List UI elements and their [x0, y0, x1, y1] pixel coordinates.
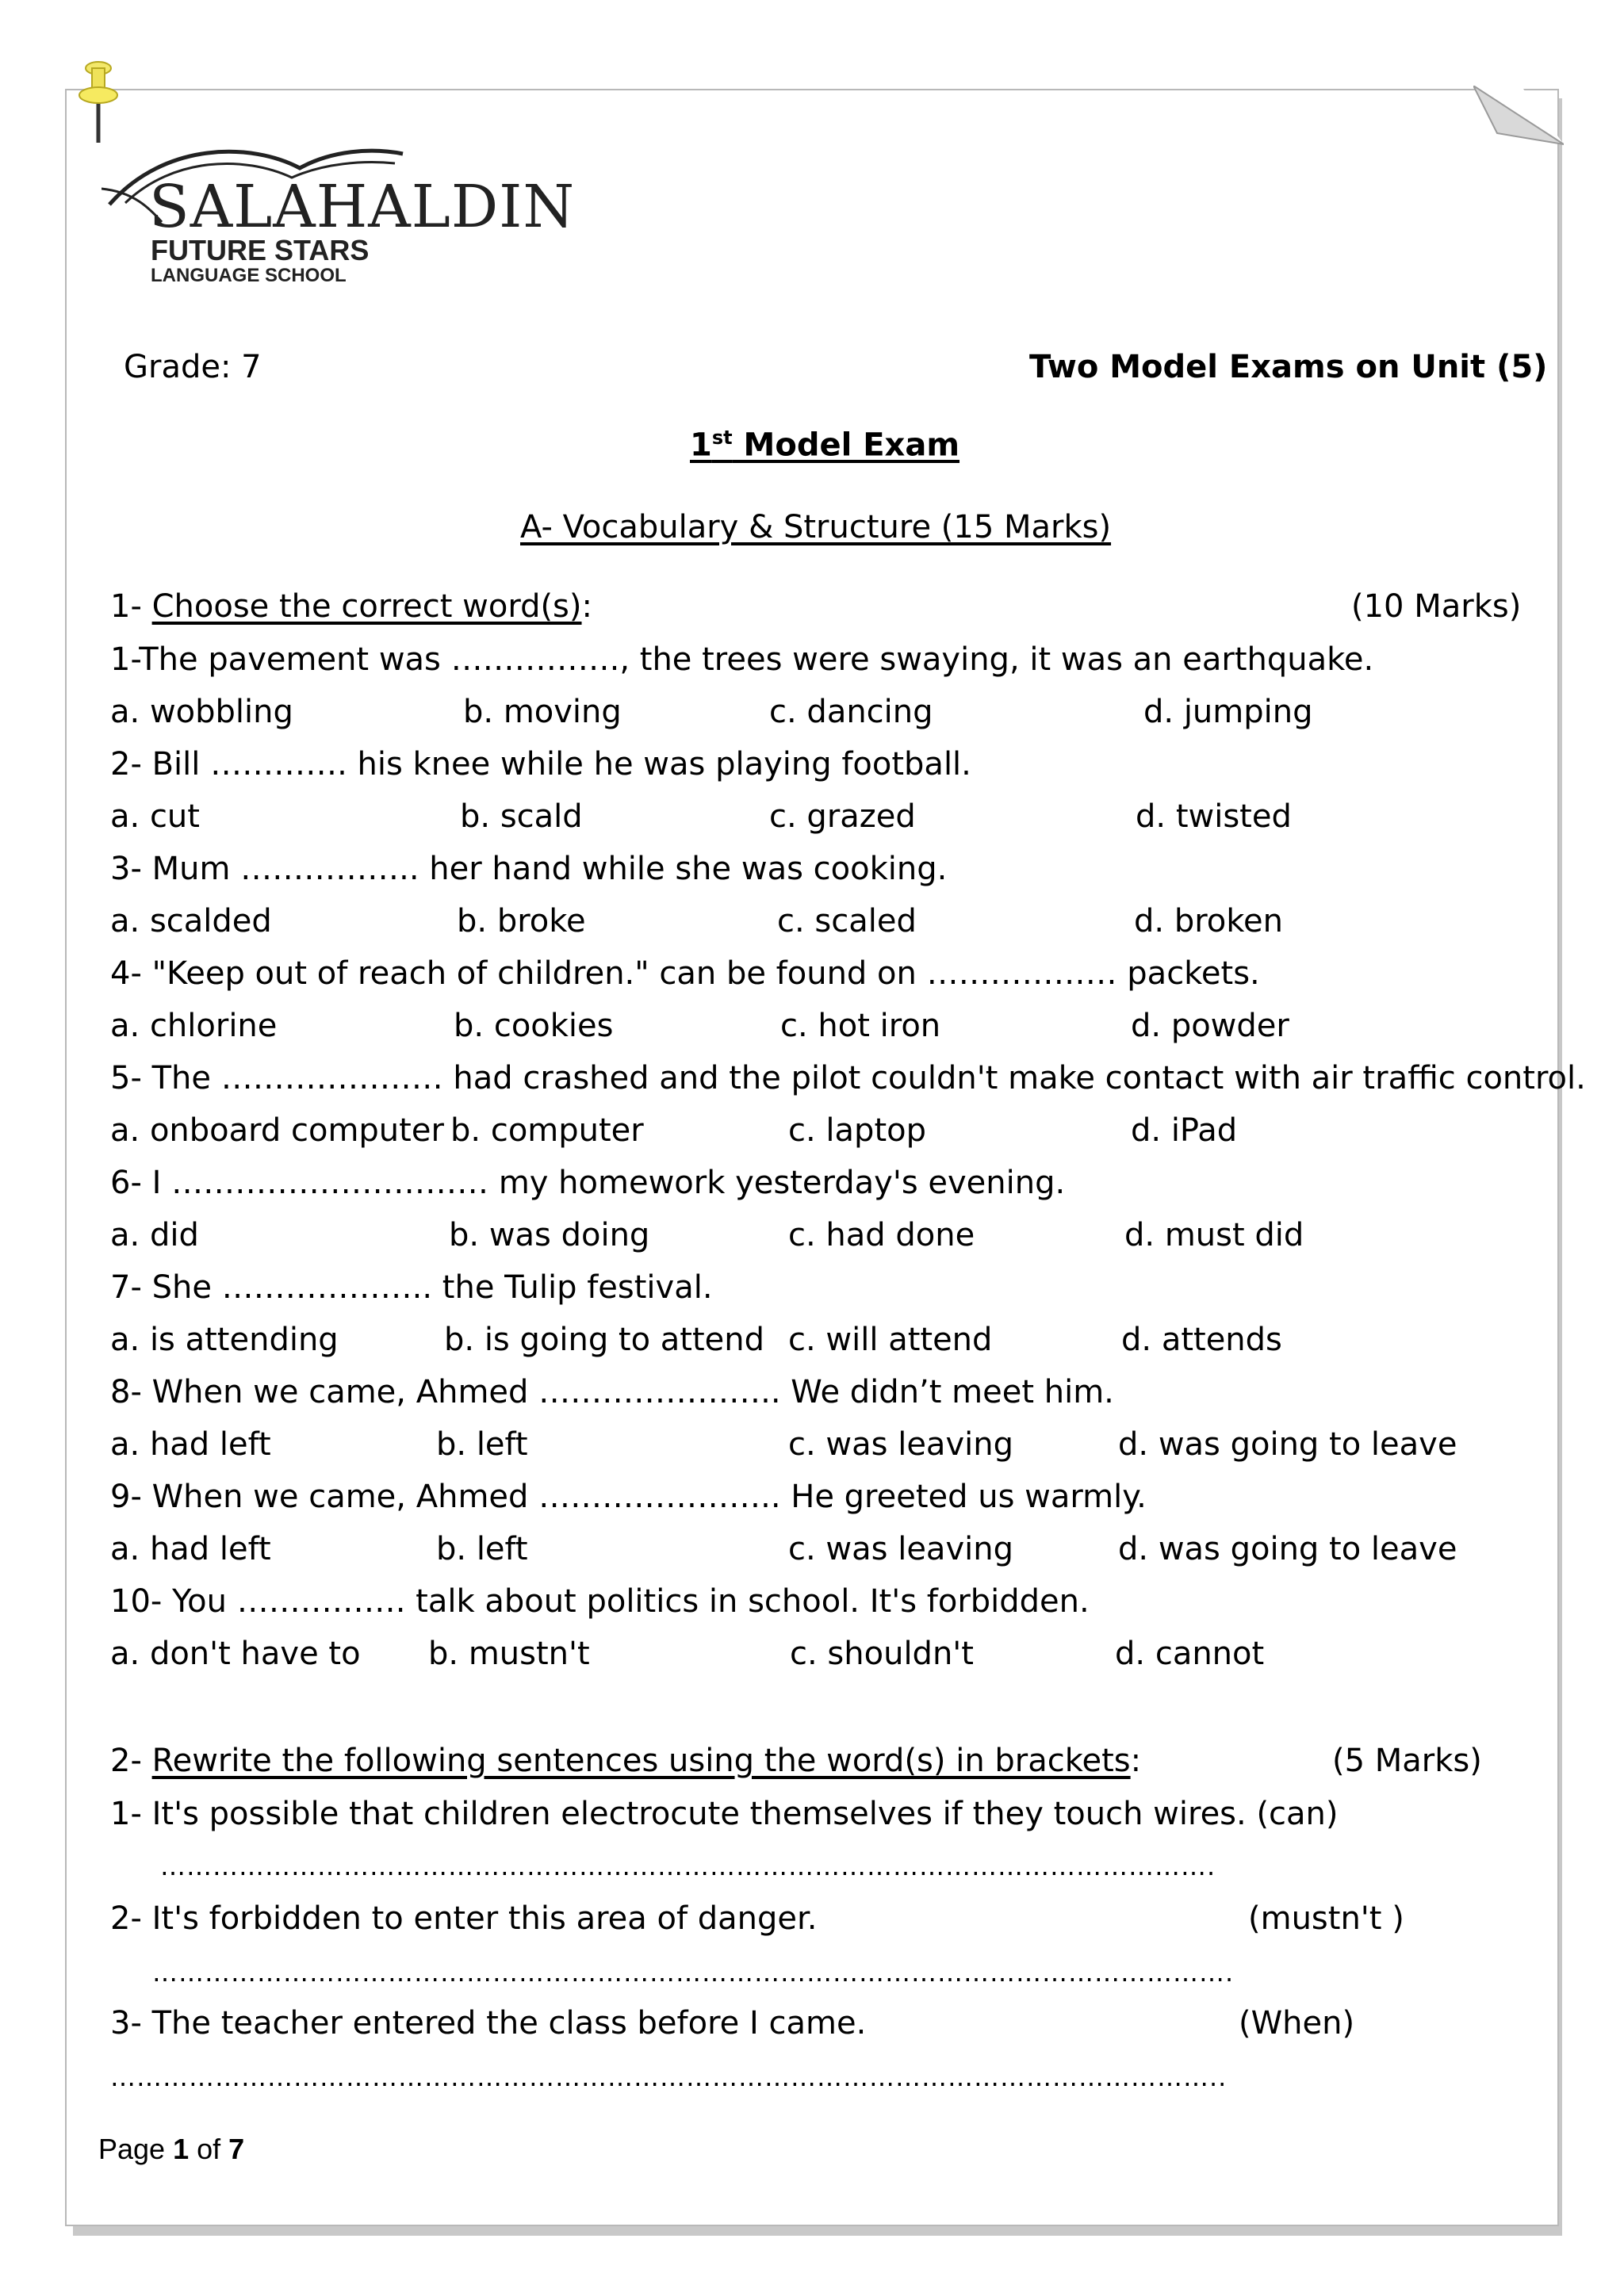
question-2-text: 2- Bill …………. his knee while he was playing football. [110, 746, 971, 783]
page-curl [1473, 86, 1564, 149]
question-2-option-a[interactable]: a. cut [110, 798, 200, 835]
question-4-option-b[interactable]: b. cookies [454, 1008, 614, 1044]
question-8-text: 8- When we came, Ahmed ………………….. We didn’t meet him. [110, 1374, 1114, 1410]
answer-line[interactable]: …………………………………………………………………………………………………………. [160, 1854, 1216, 1879]
question-4-option-a[interactable]: a. chlorine [110, 1008, 278, 1044]
question-5-text: 5- The ………………… had crashed and the pilot couldn't make contact with air traffic control. [110, 1060, 1586, 1096]
question-6-option-d[interactable]: d. must did [1124, 1217, 1304, 1253]
answer-line[interactable]: ……………………………………………………………………………………………………………. [152, 1960, 1235, 1985]
question-8-option-a[interactable]: a. had left [110, 1426, 271, 1463]
question-9-option-a[interactable]: a. had left [110, 1531, 271, 1567]
question-2-option-d[interactable]: d. twisted [1136, 798, 1292, 835]
question-2-option-c[interactable]: c. grazed [769, 798, 916, 835]
question-2-option-b[interactable]: b. scald [460, 798, 583, 835]
question-4-option-c[interactable]: c. hot iron [780, 1008, 941, 1044]
question-3-option-c[interactable]: c. scaled [777, 903, 917, 939]
question-9-text: 9- When we came, Ahmed ………………….. He greeted us warmly. [110, 1479, 1147, 1515]
question-6-option-a[interactable]: a. did [110, 1217, 199, 1253]
rewrite-item: 3- The teacher entered the class before I came. [110, 2005, 867, 2042]
question-7-text: 7- She ……………….. the Tulip festival. [110, 1269, 713, 1306]
question-3-option-d[interactable]: d. broken [1134, 903, 1283, 939]
part1-marks: (10 Marks) [1351, 588, 1522, 625]
question-9-option-d[interactable]: d. was going to leave [1118, 1531, 1457, 1567]
model-exam-heading: 1st Model Exam [690, 427, 960, 464]
exam-title: Two Model Exams on Unit (5) [1029, 349, 1548, 385]
question-4-option-d[interactable]: d. powder [1131, 1008, 1289, 1044]
question-3-option-a[interactable]: a. scalded [110, 903, 272, 939]
question-10-option-d[interactable]: d. cannot [1115, 1636, 1265, 1672]
question-3-text: 3- Mum …………….. her hand while she was cooking. [110, 851, 948, 887]
rewrite-item: 1- It's possible that children electrocute themselves if they touch wires. (can) [110, 1796, 1339, 1832]
grade-label: Grade: 7 [124, 349, 262, 385]
question-8-option-b[interactable]: b. left [436, 1426, 528, 1463]
page-footer: Page 1 of 7 [98, 2133, 245, 2165]
question-10-option-b[interactable]: b. mustn't [428, 1636, 590, 1672]
question-1-option-b[interactable]: b. moving [463, 694, 622, 730]
answer-line[interactable]: ……………………………………………………………………………………………………………….. [110, 2064, 1228, 2090]
question-7-option-d[interactable]: d. attends [1121, 1322, 1282, 1358]
push-pin-icon [76, 60, 121, 146]
question-5-option-a[interactable]: a. onboard computer [110, 1112, 444, 1149]
question-5-option-b[interactable]: b. computer [450, 1112, 644, 1149]
logo-text-future-stars: FUTURE STARS [151, 234, 370, 266]
logo-text-salahaldin: SALAHALDIN [149, 173, 576, 241]
logo-text-language-school: LANGUAGE SCHOOL [151, 265, 347, 286]
question-1-option-d[interactable]: d. jumping [1143, 694, 1313, 730]
school-logo [102, 136, 576, 287]
question-1-option-c[interactable]: c. dancing [769, 694, 933, 730]
question-7-option-b[interactable]: b. is going to attend [444, 1322, 765, 1358]
section-a-heading: A- Vocabulary & Structure (15 Marks) [520, 509, 1112, 545]
question-1-text: 1-The pavement was ……………., the trees were swaying, it was an earthquake. [110, 641, 1374, 678]
rewrite-hint: (When) [1239, 2005, 1355, 2042]
rewrite-item: 2- It's forbidden to enter this area of danger. [110, 1900, 818, 1937]
question-7-option-c[interactable]: c. will attend [788, 1322, 993, 1358]
part1-instruction: 1- Choose the correct word(s): [110, 588, 592, 625]
question-5-option-c[interactable]: c. laptop [788, 1112, 926, 1149]
part2-marks: (5 Marks) [1332, 1743, 1482, 1779]
question-5-option-d[interactable]: d. iPad [1131, 1112, 1238, 1149]
question-1-option-a[interactable]: a. wobbling [110, 694, 293, 730]
question-10-option-c[interactable]: c. shouldn't [790, 1636, 974, 1672]
question-9-option-b[interactable]: b. left [436, 1531, 528, 1567]
question-4-text: 4- "Keep out of reach of children." can be found on ……………… packets. [110, 955, 1260, 992]
question-7-option-a[interactable]: a. is attending [110, 1322, 339, 1358]
question-10-option-a[interactable]: a. don't have to [110, 1636, 361, 1672]
question-10-text: 10- You ……………. talk about politics in school. It's forbidden. [110, 1583, 1090, 1620]
question-3-option-b[interactable]: b. broke [457, 903, 586, 939]
rewrite-hint: (mustn't ) [1248, 1900, 1404, 1937]
question-6-text: 6- I ………………………… my homework yesterday's evening. [110, 1165, 1066, 1201]
question-6-option-b[interactable]: b. was doing [449, 1217, 650, 1253]
question-8-option-c[interactable]: c. was leaving [788, 1426, 1013, 1463]
question-6-option-c[interactable]: c. had done [788, 1217, 975, 1253]
question-8-option-d[interactable]: d. was going to leave [1118, 1426, 1457, 1463]
part2-instruction: 2- Rewrite the following sentences using the word(s) in brackets: [110, 1743, 1142, 1779]
question-9-option-c[interactable]: c. was leaving [788, 1531, 1013, 1567]
